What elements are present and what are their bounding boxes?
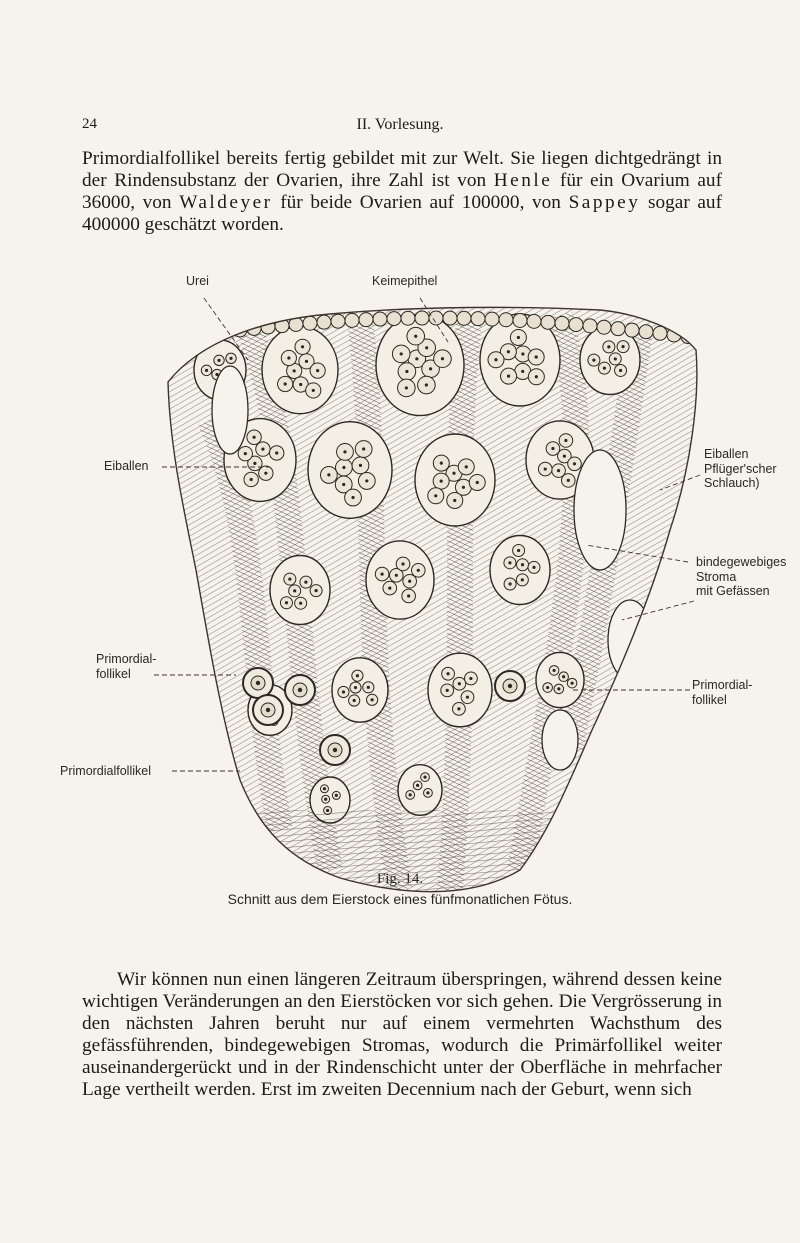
egg-nucleus [405,370,408,373]
follicle-nucleus [333,748,337,752]
surface-epithelium-cell [415,311,429,325]
egg-nucleus [535,355,538,358]
surface-epithelium-cell [597,320,611,334]
egg-nucleus [521,370,524,373]
surface-epithelium-cell [163,331,177,345]
egg-nucleus [457,707,460,710]
egg-nucleus [557,687,560,690]
egg-nucleus [316,369,319,372]
surface-epithelium-cell [387,312,401,326]
surface-epithelium-cell [625,323,639,337]
running-head: II. Vorlesung. [356,116,444,133]
egg-nucleus [532,566,535,569]
egg-nucleus [299,602,302,605]
label-primordial-left: Primordial- follikel [96,652,157,681]
egg-nucleus [288,577,291,580]
egg-nucleus [287,356,290,359]
egg-nucleus [324,798,327,801]
page-number: 24 [82,116,97,132]
figure-number: Fig. 14. [376,871,424,887]
egg-nucleus [253,462,256,465]
egg-nest [398,765,442,816]
egg-nucleus [250,478,253,481]
figure-14 [0,270,800,910]
egg-nucleus [434,494,437,497]
egg-nucleus [284,382,287,385]
follicle-nucleus [298,688,302,692]
egg-nucleus [535,375,538,378]
egg-nucleus [573,462,576,465]
paragraph-1-text-d: sogar auf 400000 geschätzt worden. [82,192,722,235]
egg-nucleus [507,350,510,353]
egg-nucleus [563,454,566,457]
follicle-nucleus [256,681,260,685]
egg-nucleus [244,452,247,455]
egg-nucleus [381,572,384,575]
egg-nucleus [507,375,510,378]
surface-epithelium-cell [373,312,387,326]
surface-epithelium-cell [569,318,583,332]
egg-nucleus [426,791,429,794]
egg-nucleus [304,580,307,583]
egg-nucleus [205,369,208,372]
egg-nucleus [388,587,391,590]
egg-nucleus [562,675,565,678]
egg-nucleus [557,469,560,472]
surface-epithelium-cell [345,313,359,327]
egg-nucleus [494,358,497,361]
egg-nucleus [342,483,345,486]
egg-nucleus [551,447,554,450]
egg-nucleus [362,447,365,450]
egg-nucleus [335,794,338,797]
blood-vessel [212,366,248,454]
egg-nucleus [458,682,461,685]
blood-vessel [608,600,652,680]
egg-nucleus [469,677,472,680]
egg-nucleus [517,549,520,552]
egg-nucleus [323,787,326,790]
surface-epithelium-cell [527,314,541,328]
paragraph-1 [82,148,722,236]
egg-nucleus [252,436,255,439]
surface-epithelium-cell [457,311,471,325]
egg-nucleus [429,367,432,370]
egg-nucleus [301,345,304,348]
follicle-nucleus [266,708,270,712]
egg-nucleus [229,357,232,360]
egg-nucleus [619,369,622,372]
egg-nucleus [327,473,330,476]
egg-nucleus [359,464,362,467]
egg-nucleus [400,352,403,355]
egg-nucleus [607,345,610,348]
label-primordialfollikel-bottom: Primordialfollikel [60,764,151,778]
egg-nucleus [293,369,296,372]
egg-nucleus [342,466,345,469]
egg-nucleus [409,793,412,796]
surface-epithelium-cell [303,316,317,330]
egg-nucleus [476,481,479,484]
egg-nucleus [305,360,308,363]
label-urei: Urei [186,274,209,288]
egg-nucleus [462,486,465,489]
label-eiballen-left: Eiballen [104,459,149,473]
egg-nucleus [371,698,374,701]
paragraph-2: Wir können nun einen längeren Zeitraum überspringen, während dessen keine wichtigen Veränderungen an den Eierstöcken vor sich gehen. Die Vergrösserung in den nächsten Jahren beruht nur auf einem vermehrten Wachsthum des gefässführenden, bindegewebigen Stromas, wodurch die Primärfollikel weiter auseinandergerückt und in der Rindenschicht unter der Oberfläche in mehrfacher Lage vertheilt werden. Erst im zweiten Decennium nach der Geburt, wenn sich [82,969,722,1100]
egg-nucleus [521,352,524,355]
egg-nucleus [299,383,302,386]
egg-nucleus [614,357,617,360]
surface-epithelium-cell [443,311,457,325]
egg-nucleus [440,480,443,483]
egg-nucleus [592,359,595,362]
label-primordial-right: Primordial- follikel [692,678,753,707]
surface-epithelium-cell [499,313,513,327]
egg-nucleus [264,472,267,475]
surface-epithelium-cell [401,311,415,325]
surface-epithelium-cell [261,320,275,334]
surface-epithelium-cell [513,313,527,327]
egg-nucleus [407,594,410,597]
egg-nucleus [446,672,449,675]
egg-nucleus [452,472,455,475]
egg-nucleus [312,389,315,392]
surface-epithelium-cell [555,316,569,330]
surface-epithelium-cell [611,322,625,336]
egg-nucleus [401,562,404,565]
surface-epithelium-cell [471,312,485,326]
egg-nucleus [395,574,398,577]
paragraph-1-text-b: für ein Ovarium auf 36000, von [82,170,722,213]
egg-nucleus [343,450,346,453]
egg-nucleus [408,580,411,583]
egg-nucleus [508,561,511,564]
egg-nucleus [441,357,444,360]
paragraph-1-text-c: für beide Ovarien auf 100000, von [272,192,569,213]
blood-vessel [542,710,578,770]
author-name-waldeyer: Waldeyer [179,192,273,213]
egg-nucleus [465,465,468,468]
egg-nucleus [544,467,547,470]
surface-epithelium-cell [485,312,499,326]
egg-nucleus [423,775,426,778]
egg-nucleus [425,383,428,386]
egg-nucleus [285,601,288,604]
egg-nucleus [353,699,356,702]
paragraph-1-text-a: Primordialfollikel bereits fertig gebildet mit zur Welt. Sie liegen dichtgedrängt in der Rindensubstanz der Ovarien, ihre Zahl ist von [82,148,722,191]
egg-nucleus [440,462,443,465]
blood-vessel [574,450,626,570]
egg-nucleus [425,346,428,349]
egg-nucleus [567,479,570,482]
surface-epithelium-cell [191,328,205,342]
egg-nucleus [446,689,449,692]
egg-nucleus [367,686,370,689]
figure-caption: Schnitt aus dem Eierstock eines fünfmonatlichen Fötus. [227,891,573,907]
egg-nucleus [552,669,555,672]
egg-nucleus [508,582,511,585]
surface-epithelium-cell [205,326,219,340]
follicle-nucleus [508,684,512,688]
label-eiballen-pflueger: Eiballen Pflüger'scher Schlauch) [704,447,777,490]
egg-nucleus [416,784,419,787]
egg-nucleus [261,448,264,451]
egg-nucleus [571,682,574,685]
egg-nucleus [356,674,359,677]
surface-epithelium-cell [331,314,345,328]
egg-nucleus [517,336,520,339]
surface-epithelium-cell [653,326,667,340]
egg-nucleus [414,335,417,338]
surface-epithelium-cell [541,315,555,329]
egg-nucleus [275,451,278,454]
egg-nucleus [564,439,567,442]
stroma-strand [450,315,470,890]
egg-nucleus [466,696,469,699]
surface-epithelium-cell [317,315,331,329]
author-name-henle: Henle [493,170,553,191]
egg-nucleus [217,359,220,362]
egg-nucleus [546,686,549,689]
egg-nucleus [417,569,420,572]
page-header [0,116,800,140]
surface-epithelium-cell [429,311,443,325]
egg-nucleus [365,479,368,482]
egg-nucleus [354,686,357,689]
surface-epithelium-cell [177,329,191,343]
egg-nucleus [521,563,524,566]
label-stroma: bindegewebiges Stroma mit Gefässen [696,555,787,598]
egg-nucleus [314,589,317,592]
egg-nucleus [342,690,345,693]
egg-nucleus [521,578,524,581]
label-keimepithel: Keimepithel [372,274,438,288]
egg-nucleus [351,496,354,499]
author-name-sappey: Sappey [568,192,641,213]
egg-nucleus [415,357,418,360]
egg-nucleus [603,367,606,370]
egg-nucleus [293,589,296,592]
ovary-section-illustration [0,270,800,910]
surface-epithelium-cell [359,313,373,327]
egg-nucleus [621,345,624,348]
egg-nucleus [405,386,408,389]
egg-nucleus [453,499,456,502]
surface-epithelium-cell [583,319,597,333]
surface-epithelium-cell [639,325,653,339]
